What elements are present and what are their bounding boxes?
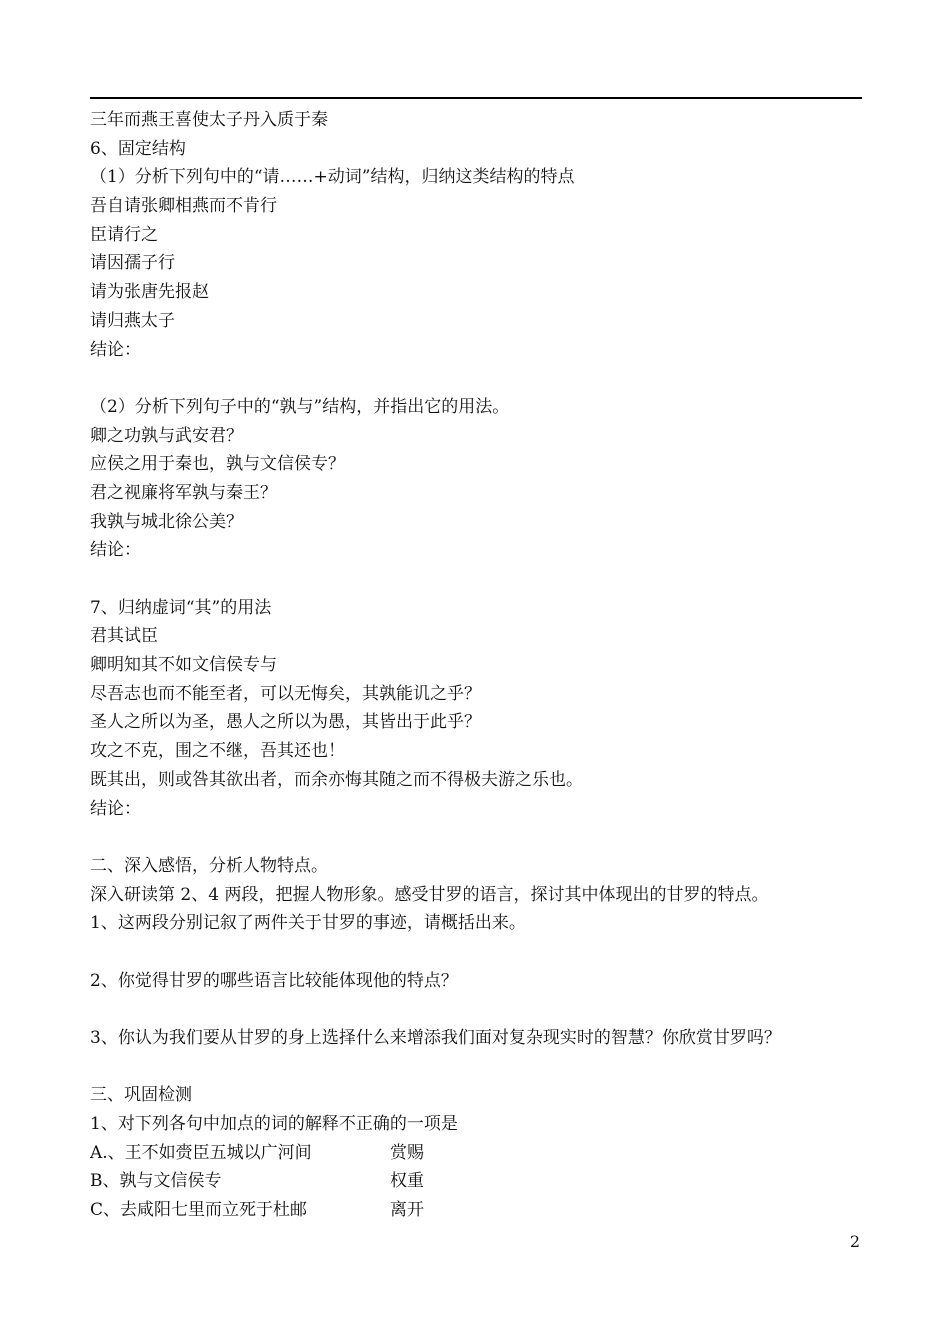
part-3-question-1: 1、对下列各句中加点的词的解释不正确的一项是 (90, 1114, 458, 1135)
part-2-question-2: 2、你觉得甘罗的哪些语言比较能体现他的特点？ (90, 970, 458, 991)
example-line: 君其试臣 (90, 626, 158, 647)
blank-line (90, 823, 870, 852)
section-7-title: 7、归纳虚词“其”的用法 (90, 597, 272, 618)
option-answer: 权重 (390, 1171, 424, 1192)
example-line: 圣人之所以为圣，愚人之所以为愚，其皆出于此乎？ (90, 712, 481, 733)
example-line: 请因孺子行 (90, 253, 175, 274)
conclusion-label: 结论： (90, 798, 141, 819)
section-6-title: 6、固定结构 (90, 138, 186, 159)
part-2-question-1: 1、这两段分别记叙了两件关于甘罗的事迹，请概括出来。 (90, 913, 526, 934)
conclusion-label: 结论： (90, 339, 141, 360)
example-line: 既其出，则或咎其欲出者，而余亦悔其随之而不得极夫游之乐也。 (90, 769, 583, 790)
example-line: 请为张唐先报赵 (90, 282, 209, 303)
section-6-question-1: （1）分析下列句中的“请……+动词”结构，归纳这类结构的特点 (90, 167, 575, 188)
part-3-title: 三、巩固检测 (90, 1085, 192, 1106)
blank-line (90, 364, 870, 393)
example-line: 卿之功孰与武安君？ (90, 425, 243, 446)
blank-line (90, 938, 870, 967)
conclusion-label: 结论： (90, 540, 141, 561)
option-answer: 赏赐 (390, 1142, 424, 1163)
example-line: 臣请行之 (90, 224, 158, 245)
example-line: 君之视廉将军孰与秦王？ (90, 482, 277, 503)
page-content (90, 106, 870, 1225)
blank-line (90, 565, 870, 594)
option-c (90, 1196, 870, 1225)
option-text: B、孰与文信侯专 (90, 1171, 222, 1192)
option-b (90, 1167, 870, 1196)
part-2-title: 二、深入感悟，分析人物特点。 (90, 855, 328, 876)
example-line: 我孰与城北徐公美？ (90, 511, 243, 532)
option-answer: 离开 (390, 1200, 424, 1221)
option-a (90, 1139, 870, 1168)
part-2-question-3: 3、你认为我们要从甘罗的身上选择什么来增添我们面对复杂现实时的智慧？你欣赏甘罗吗？ (90, 1028, 781, 1048)
header-line: 三年而燕王喜使太子丹入质于秦 (90, 110, 328, 130)
section-6-question-2: （2）分析下列句子中的“孰与”结构，并指出它的用法。 (90, 396, 510, 417)
example-line: 请归燕太子 (90, 310, 175, 331)
blank-line (90, 995, 870, 1024)
page-number: 2 (849, 1232, 860, 1251)
option-text: A.、王不如赍臣五城以广河间 (90, 1142, 312, 1163)
example-line: 吾自请张卿相燕而不肯行 (90, 196, 277, 217)
example-line: 应侯之用于秦也，孰与文信侯专？ (90, 454, 345, 475)
option-text: C、去咸阳七里而立死于杜邮 (90, 1200, 308, 1221)
example-line: 尽吾志也而不能至者，可以无悔矣，其孰能讥之乎？ (90, 683, 481, 704)
part-2-intro: 深入研读第 2、4 两段，把握人物形象。感受甘罗的语言，探讨其中体现出的甘罗的特点。 (90, 884, 769, 905)
example-line: 卿明知其不如文信侯专与 (90, 655, 277, 676)
header-rule (90, 97, 862, 99)
example-line: 攻之不克，围之不继，吾其还也！ (90, 741, 345, 762)
blank-line (90, 1053, 870, 1082)
